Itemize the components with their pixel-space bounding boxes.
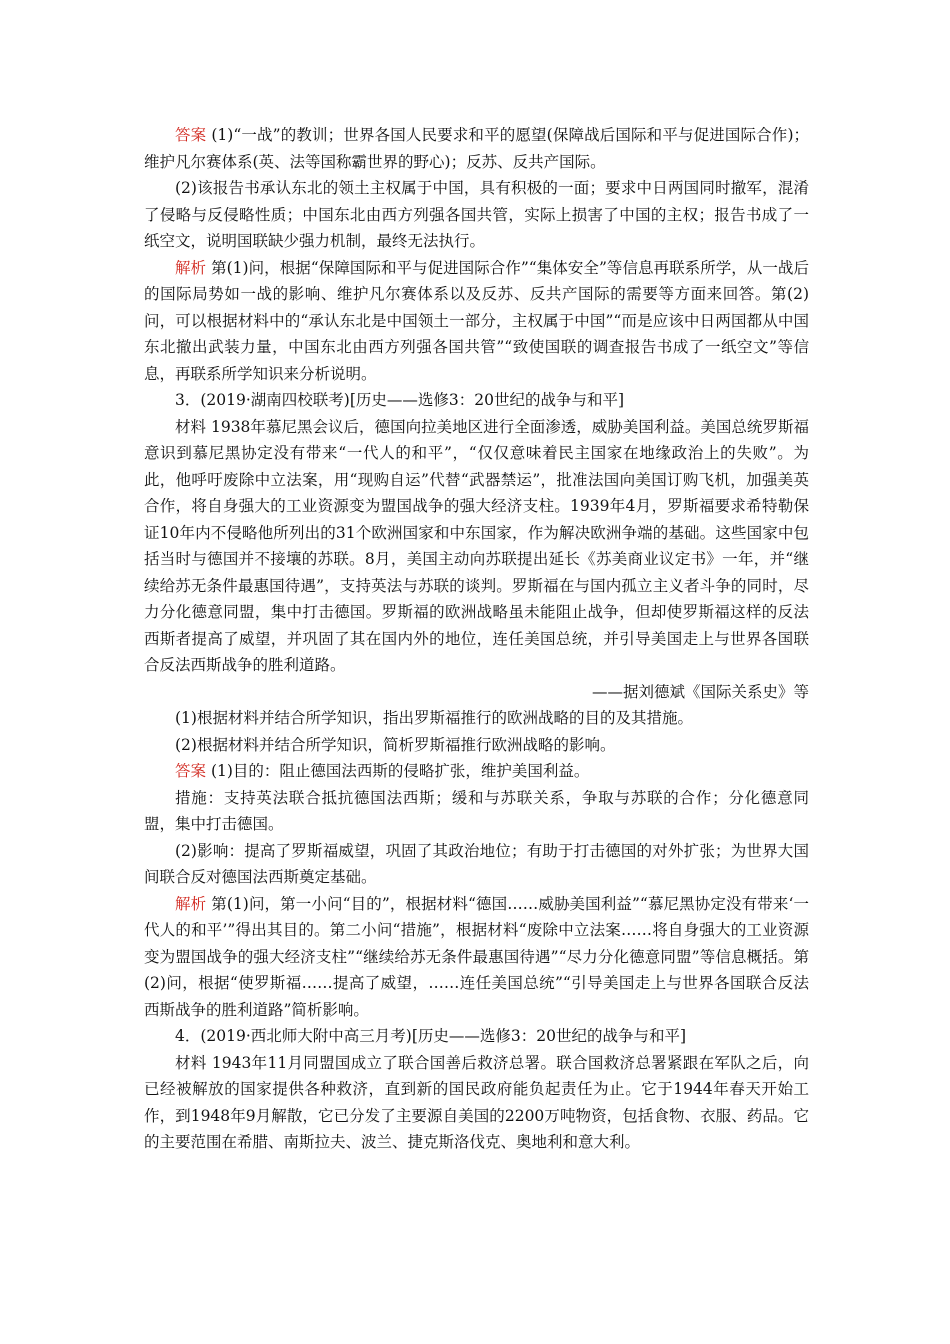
q3-answer-2: (2)影响：提高了罗斯福威望，巩固了其政治地位；有助于打击德国的对外扩张；为世界大国间联合反对德国法西斯奠定基础。 bbox=[144, 841, 809, 886]
material-text: 1943年11月同盟国成立了联合国善后救济总署。联合国救济总署紧跟在军队之后，向已经被解放的国家提供各种救济，直到新的国民政府能负起责任为止。它于1944年春天开始工作，到1948年9月解散，它已分发了主要源自美国的2200万吨物资，包括食物、衣服、药品。它的主要范围在希腊、南斯拉夫、波兰、捷克斯洛伐克、奥地利和意大利。 bbox=[144, 1053, 809, 1151]
q3-answer-1 bbox=[144, 758, 809, 785]
q3-source: ——据刘德斌《国际关系史》等 bbox=[591, 682, 809, 701]
q3-question-1: (1)根据材料并结合所学知识，指出罗斯福推行的欧洲战略的目的及其措施。 bbox=[175, 709, 693, 727]
analysis-text: 第(1)问，第一小问“目的”，根据材料“德国……威胁美国利益”“慕尼黑协定没有带来‘一代人的和平’”得出其目的。第二小问“措施”，根据材料“废除中立法案……将自身强大的工业资源变为盟国战争的强大经济支柱”“继续给苏无条件最惠国待遇”“尽力分化德意同盟”等信息概括。第(2)问，根据“使罗斯福……提高了威望，……连任美国总统”“引导美国走上与世界各国联合反法西斯战争的胜利道路”简析影响。 bbox=[144, 894, 809, 1019]
answer-label: 答案 bbox=[175, 126, 207, 144]
q2-answer-1 bbox=[144, 122, 809, 175]
material-label: 材料 bbox=[175, 1053, 207, 1072]
q3-material bbox=[144, 414, 809, 679]
answer-label: 答案 bbox=[175, 762, 207, 780]
q2-answer-2: (2)该报告书承认东北的领土主权属于中国，具有积极的一面；要求中日两国同时撤军，混淆了侵略与反侵略性质；中国东北由西方列强各国共管，实际上损害了中国的主权；报告书成了一纸空文，说明国联缺少强力机制，最终无法执行。 bbox=[144, 179, 809, 250]
q3-question-2: (2)根据材料并结合所学知识，简析罗斯福推行欧洲战略的影响。 bbox=[175, 735, 616, 754]
material-label: 材料 bbox=[175, 417, 207, 436]
material-text: 1938年慕尼黑会议后，德国向拉美地区进行全面渗透，威胁美国利益。美国总统罗斯福意识到慕尼黑协定没有带来“一代人的和平”，“仅仅意味着民主国家在地缘政治上的失败”。为此，他呼吁废除中立法案，用“现购自运”代替“武器禁运”，批准法国向美国订购飞机，加强美英合作，将自身强大的工业资源变为盟国战争的强大经济支柱。1939年4月，罗斯福要求希特勒保证10年内不侵略他所列出的31个欧洲国家和中东国家，作为解决欧洲争端的基础。这些国家中包括当时与德国并不接壤的苏联。8月，美国主动向苏联提出延长《苏美商业议定书》一年，并“继续给苏无条件最惠国待遇”，支持英法与苏联的谈判。罗斯福在与国内孤立主义者斗争的同时，尽力分化德意同盟，集中打击德国。罗斯福的欧洲战略虽未能阻止战争，但却使罗斯福这样的反法西斯者提高了威望，并巩固了其在国内外的地位，连任美国总统，并引导美国走上与世界各国联合反法西斯战争的胜利道路。 bbox=[144, 417, 809, 674]
answer-text: (1)目的：阻止德国法西斯的侵略扩张，维护美国利益。 bbox=[206, 762, 590, 780]
page-content bbox=[144, 122, 809, 1156]
analysis-text: 第(1)问，根据“保障国际和平与促进国际合作”“集体安全”等信息再联系所学，从一战后的国际局势如一战的影响、维护凡尔赛体系以及反苏、反共产国际的需要等方面来回答。第(2)问，可以根据材料中的“承认东北是中国领土一部分，主权属于中国”“而是应该中日两国都从中国东北撤出武装力量，中国东北由西方列强各国共管”“致使国联的调查报告书成了一纸空文”等信息，再联系所学知识来分析说明。 bbox=[144, 258, 809, 383]
answer-text: (1)“一战”的教训；世界各国人民要求和平的愿望(保障战后国际和平与促进国际合作)；维护凡尔赛体系(英、法等国称霸世界的野心)；反苏、反共产国际。 bbox=[144, 126, 809, 171]
q4-material bbox=[144, 1050, 809, 1156]
q3-analysis bbox=[144, 891, 809, 1024]
q3-answer-measures: 措施：支持英法联合抵抗德国法西斯；缓和与苏联关系，争取与苏联的合作；分化德意同盟，集中打击德国。 bbox=[144, 788, 809, 833]
q3-title: 3．(2019·湖南四校联考)[历史——选修3：20世纪的战争与和平] bbox=[175, 391, 625, 409]
q4-title: 4．(2019·西北师大附中高三月考)[历史——选修3：20世纪的战争与和平] bbox=[175, 1027, 687, 1045]
q2-analysis bbox=[144, 255, 809, 388]
analysis-label: 解析 bbox=[175, 894, 207, 913]
analysis-label: 解析 bbox=[175, 258, 207, 277]
